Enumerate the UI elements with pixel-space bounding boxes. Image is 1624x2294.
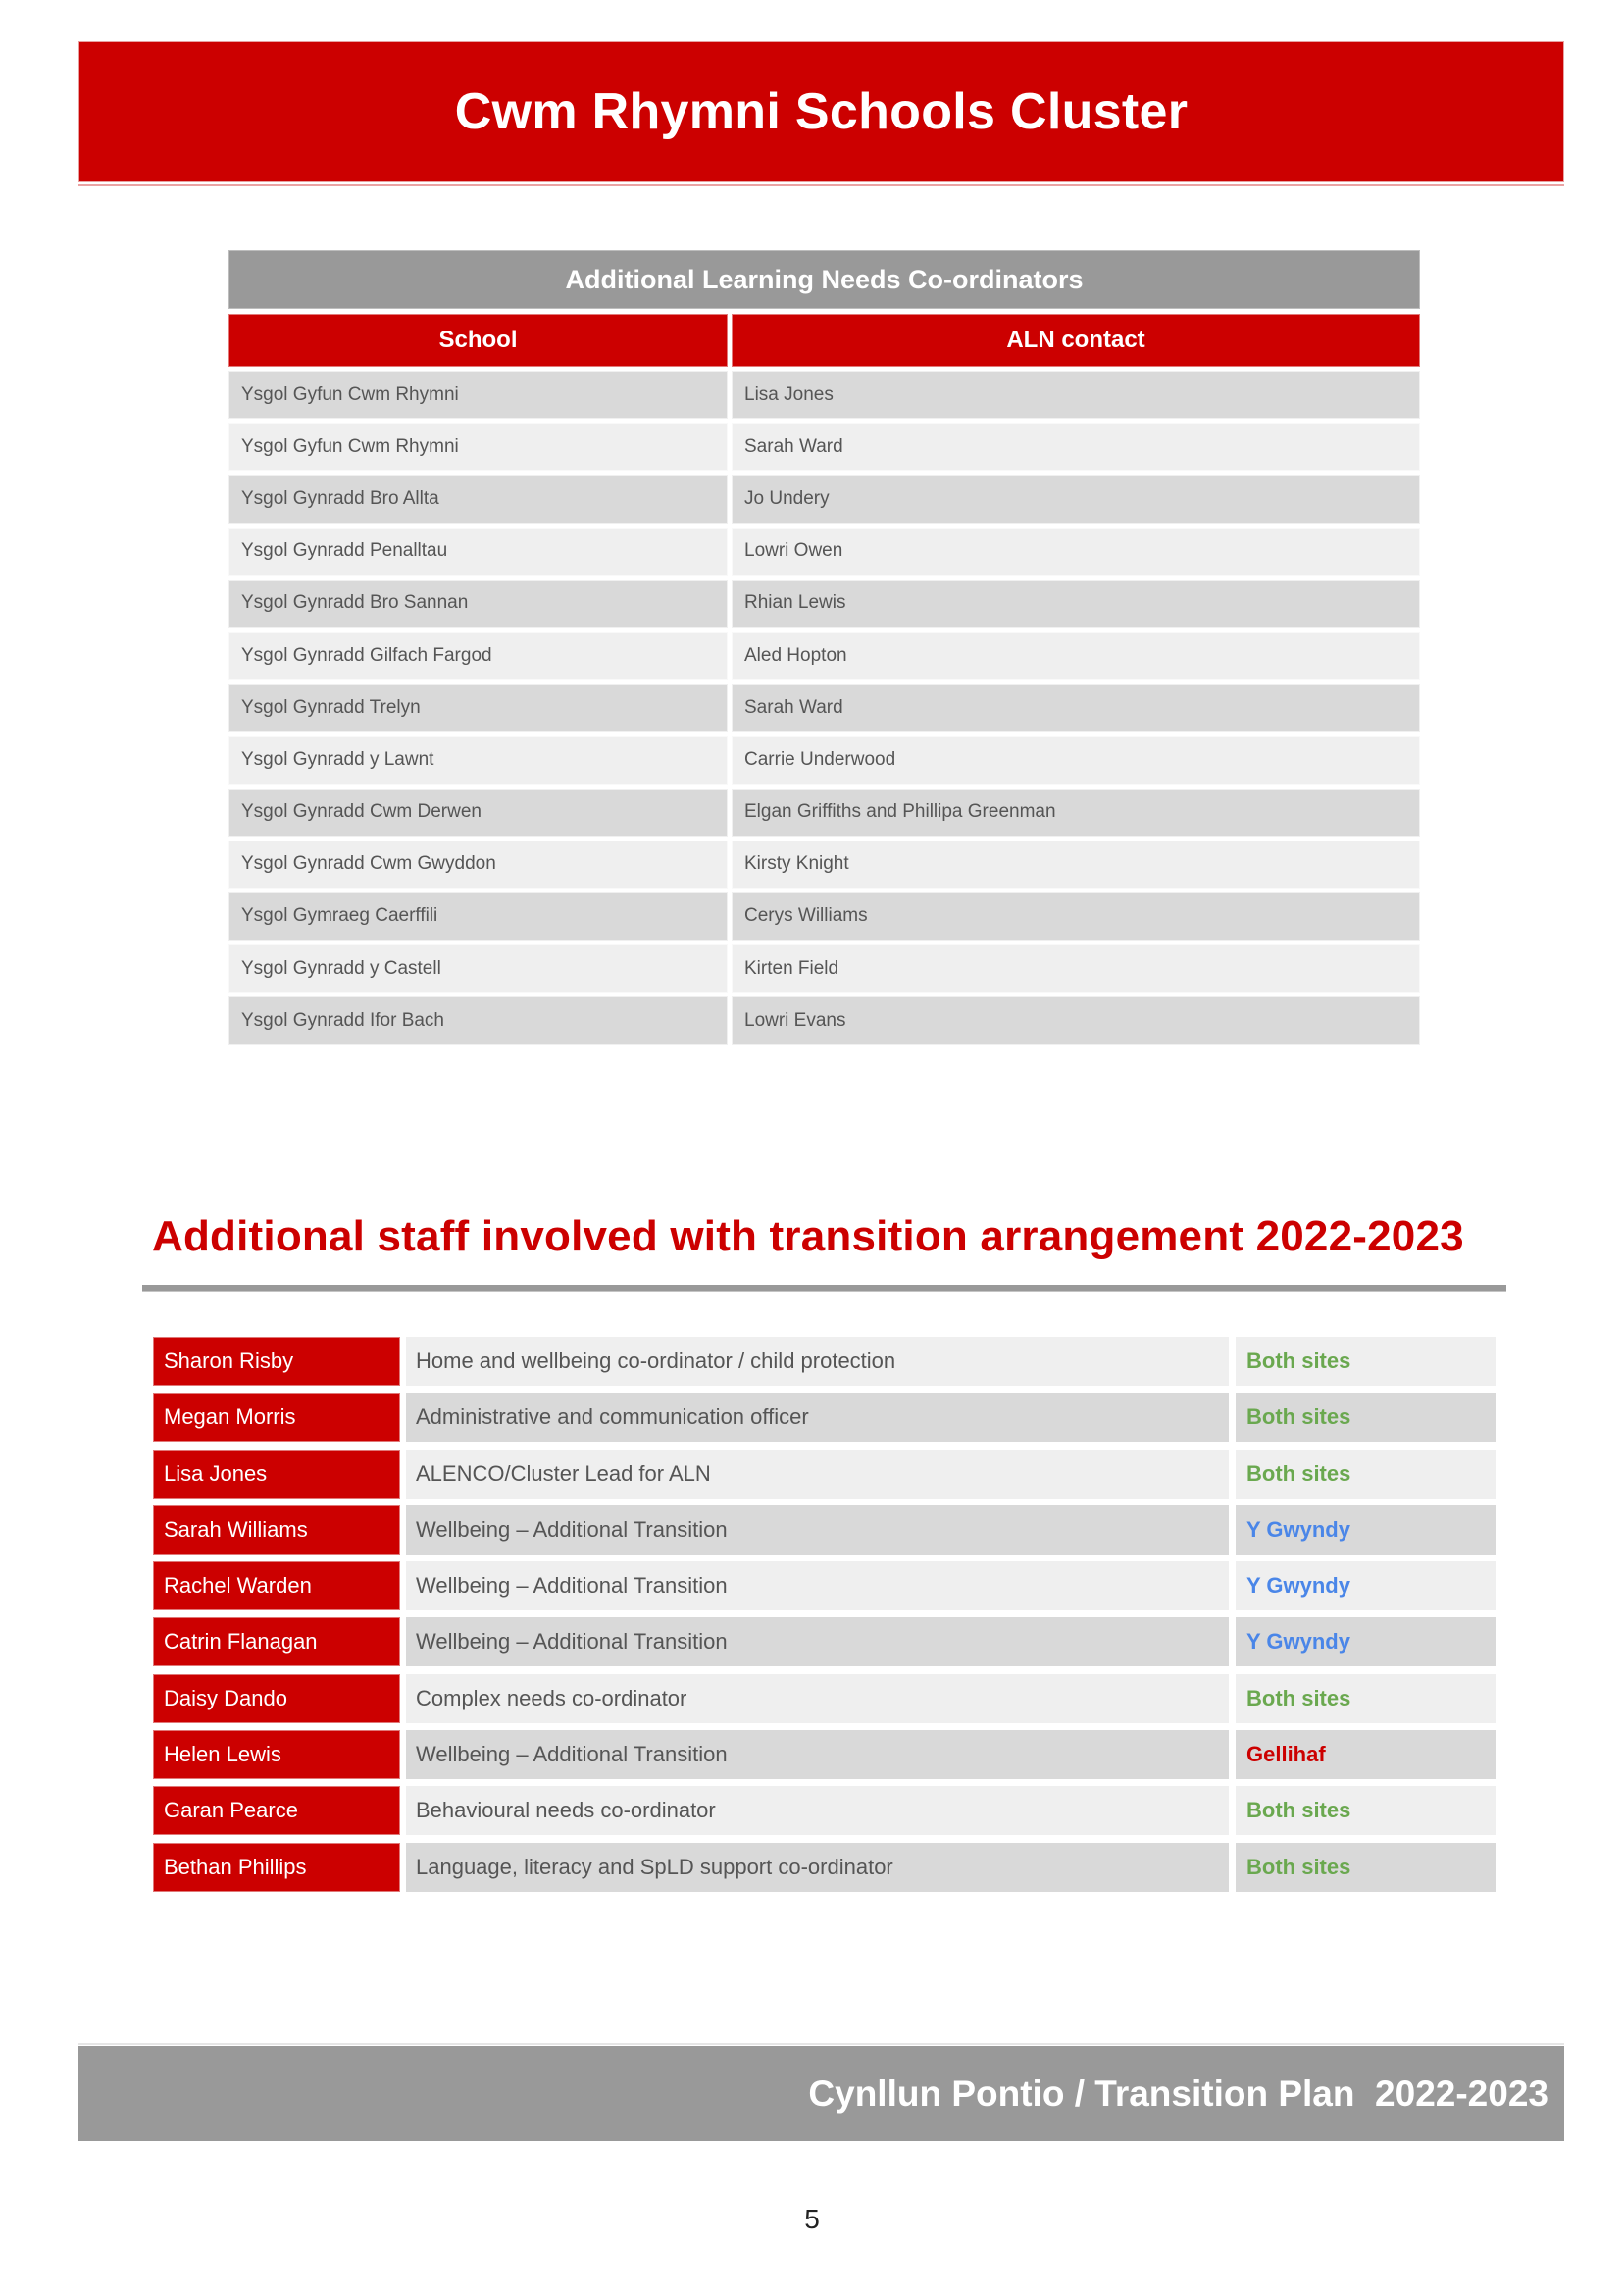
aln-contact-cell: Carrie Underwood <box>732 736 1420 784</box>
staff-name-cell: Rachel Warden <box>153 1561 400 1610</box>
header-divider <box>78 184 1564 186</box>
aln-contact-cell: Sarah Ward <box>732 423 1420 471</box>
staff-name-cell: Bethan Phillips <box>153 1843 400 1892</box>
staff-name-cell: Sarah Williams <box>153 1505 400 1555</box>
table-row <box>153 1843 1496 1892</box>
table-row <box>228 423 1420 471</box>
school-cell: Ysgol Gynradd Penalltau <box>228 528 728 576</box>
staff-role-cell: Language, literacy and SpLD support co-ordinator <box>406 1843 1229 1892</box>
staff-name-cell: Sharon Risby <box>153 1337 400 1386</box>
staff-role-cell: Wellbeing – Additional Transition <box>406 1730 1229 1779</box>
staff-section-heading: Additional staff involved with transition arrangement 2022-2023 <box>152 1212 1464 1260</box>
staff-name-cell: Catrin Flanagan <box>153 1617 400 1666</box>
table-row <box>228 475 1420 523</box>
page-footer <box>78 2046 1564 2141</box>
page-number: 5 <box>804 2204 820 2234</box>
staff-name-cell: Garan Pearce <box>153 1786 400 1835</box>
aln-contact-cell: Jo Undery <box>732 475 1420 523</box>
table-row <box>228 944 1420 993</box>
table-row <box>153 1393 1496 1442</box>
school-cell: Ysgol Gynradd Bro Allta <box>228 475 728 523</box>
table-row <box>228 580 1420 628</box>
school-cell: Ysgol Gyfun Cwm Rhymni <box>228 371 728 419</box>
column-header-school: School <box>228 314 728 367</box>
aln-contact-cell: Cerys Williams <box>732 892 1420 941</box>
table-row <box>228 892 1420 941</box>
table-row <box>153 1674 1496 1723</box>
staff-role-cell: Complex needs co-ordinator <box>406 1674 1229 1723</box>
table-row <box>228 736 1420 784</box>
table-row <box>153 1505 1496 1555</box>
aln-contact-cell: Lowri Owen <box>732 528 1420 576</box>
footer-text: Cynllun Pontio / Transition Plan 2022-2023 <box>808 2072 1548 2114</box>
table-row <box>153 1450 1496 1499</box>
table-row <box>228 841 1420 889</box>
staff-role-cell: Behavioural needs co-ordinator <box>406 1786 1229 1835</box>
aln-table-title: Additional Learning Needs Co-ordinators <box>228 250 1420 309</box>
school-cell: Ysgol Gynradd Bro Sannan <box>228 580 728 628</box>
table-row <box>153 1337 1496 1386</box>
table-row <box>153 1730 1496 1779</box>
school-cell: Ysgol Gynradd y Castell <box>228 944 728 993</box>
aln-table-header-row <box>228 314 1420 367</box>
footer-divider <box>78 2043 1564 2045</box>
staff-role-cell: ALENCO/Cluster Lead for ALN <box>406 1450 1229 1499</box>
staff-site-cell: Both sites <box>1236 1337 1496 1386</box>
table-row <box>228 632 1420 680</box>
staff-name-cell: Helen Lewis <box>153 1730 400 1779</box>
staff-site-cell: Both sites <box>1236 1843 1496 1892</box>
column-header-aln-contact: ALN contact <box>732 314 1420 367</box>
aln-contact-cell: Aled Hopton <box>732 632 1420 680</box>
additional-staff-table <box>153 1337 1496 1899</box>
school-cell: Ysgol Gynradd Ifor Bach <box>228 996 728 1045</box>
school-cell: Ysgol Gymraeg Caerffili <box>228 892 728 941</box>
staff-site-cell: Both sites <box>1236 1450 1496 1499</box>
table-row <box>153 1617 1496 1666</box>
page-title: Cwm Rhymni Schools Cluster <box>454 83 1189 140</box>
aln-contact-cell: Rhian Lewis <box>732 580 1420 628</box>
aln-contact-cell: Lowri Evans <box>732 996 1420 1045</box>
table-row <box>228 528 1420 576</box>
aln-contact-cell: Sarah Ward <box>732 684 1420 732</box>
staff-site-cell: Both sites <box>1236 1786 1496 1835</box>
staff-role-cell: Wellbeing – Additional Transition <box>406 1561 1229 1610</box>
staff-role-cell: Wellbeing – Additional Transition <box>406 1505 1229 1555</box>
school-cell: Ysgol Gyfun Cwm Rhymni <box>228 423 728 471</box>
aln-table-body <box>228 371 1420 1045</box>
table-row <box>228 684 1420 732</box>
staff-role-cell: Administrative and communication officer <box>406 1393 1229 1442</box>
table-row <box>228 371 1420 419</box>
staff-name-cell: Lisa Jones <box>153 1450 400 1499</box>
staff-name-cell: Daisy Dando <box>153 1674 400 1723</box>
staff-name-cell: Megan Morris <box>153 1393 400 1442</box>
staff-site-cell: Gellihaf <box>1236 1730 1496 1779</box>
staff-site-cell: Y Gwyndy <box>1236 1505 1496 1555</box>
table-row <box>228 996 1420 1045</box>
aln-coordinators-table <box>228 250 1420 1045</box>
table-row <box>228 789 1420 837</box>
table-row <box>153 1786 1496 1835</box>
aln-contact-cell: Elgan Griffiths and Phillipa Greenman <box>732 789 1420 837</box>
staff-role-cell: Home and wellbeing co-ordinator / child protection <box>406 1337 1229 1386</box>
school-cell: Ysgol Gynradd Cwm Derwen <box>228 789 728 837</box>
page-header <box>78 41 1564 182</box>
staff-role-cell: Wellbeing – Additional Transition <box>406 1617 1229 1666</box>
staff-site-cell: Y Gwyndy <box>1236 1561 1496 1610</box>
staff-heading-divider <box>142 1285 1506 1291</box>
staff-site-cell: Y Gwyndy <box>1236 1617 1496 1666</box>
school-cell: Ysgol Gynradd y Lawnt <box>228 736 728 784</box>
staff-site-cell: Both sites <box>1236 1674 1496 1723</box>
aln-contact-cell: Lisa Jones <box>732 371 1420 419</box>
school-cell: Ysgol Gynradd Gilfach Fargod <box>228 632 728 680</box>
aln-contact-cell: Kirten Field <box>732 944 1420 993</box>
school-cell: Ysgol Gynradd Cwm Gwyddon <box>228 841 728 889</box>
staff-site-cell: Both sites <box>1236 1393 1496 1442</box>
table-row <box>153 1561 1496 1610</box>
school-cell: Ysgol Gynradd Trelyn <box>228 684 728 732</box>
aln-contact-cell: Kirsty Knight <box>732 841 1420 889</box>
